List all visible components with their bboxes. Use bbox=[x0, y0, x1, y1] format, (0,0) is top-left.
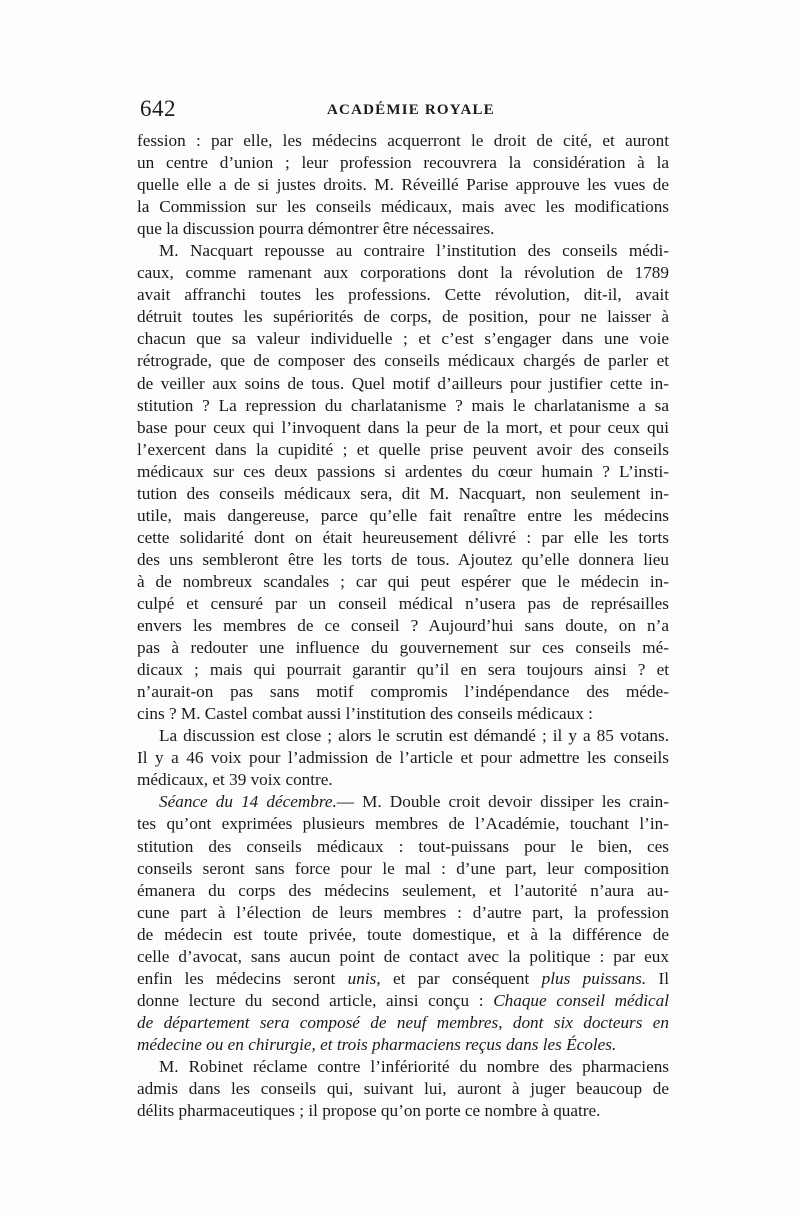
italic-text: de département sera composé de neuf membres, dont six docteurs en bbox=[137, 1012, 669, 1032]
text-line bbox=[137, 549, 669, 571]
text-segment: Il bbox=[646, 968, 669, 988]
text-line bbox=[137, 990, 669, 1012]
text-segment: médicaux sur ces deux passions si ardentes du cœur humain ? L’insti- bbox=[137, 461, 669, 481]
text-line bbox=[137, 527, 669, 549]
text-segment: un centre d’union ; leur profession recouvrera la considération à la bbox=[137, 153, 669, 173]
body-text bbox=[137, 130, 669, 1122]
running-head: ACADÉMIE ROYALE bbox=[327, 102, 495, 118]
text-segment: tes qu’ont exprimées plusieurs membres de l’Académie, touchant l’in- bbox=[137, 814, 669, 834]
text-segment: culpé et censuré par un conseil médical n’usera pas de représailles bbox=[137, 593, 669, 613]
text-line bbox=[137, 946, 669, 968]
text-line bbox=[137, 461, 669, 483]
text-segment: que la discussion pourra démontrer être nécessaires. bbox=[137, 219, 495, 239]
text-segment: La discussion est close ; alors le scrutin est démandé ; il y a 85 votans. bbox=[159, 726, 669, 746]
text-line bbox=[137, 439, 669, 461]
text-segment: délits pharmaceutiques ; il propose qu’on porte ce nombre à quatre. bbox=[137, 1101, 601, 1121]
text-segment: conseils seront sans force pour le mal : d’une part, leur composition bbox=[137, 858, 669, 878]
italic-text: médecine ou en chirurgie, et trois pharmaciens reçus dans les Écoles. bbox=[137, 1034, 617, 1054]
text-segment: cette solidarité dont on était heureusement délivré : par elle les torts bbox=[137, 527, 669, 547]
text-segment: base pour ceux qui l’invoquent dans la peur de la mort, et pour ceux qui bbox=[137, 417, 669, 437]
text-segment: , et par conséquent bbox=[376, 968, 542, 988]
text-line bbox=[137, 262, 669, 284]
text-segment: donne lecture du second article, ainsi conçu : bbox=[137, 990, 494, 1010]
text-segment: médicaux, et 39 voix contre. bbox=[137, 770, 333, 790]
text-line bbox=[137, 924, 669, 946]
text-segment: fession : par elle, les médecins acquerront le droit de cité, et auront bbox=[137, 131, 669, 150]
italic-text: Séance du 14 décembre. bbox=[159, 792, 337, 812]
text-line bbox=[137, 1078, 669, 1100]
text-segment: détruit toutes les supériorités de corps, de position, pour ne laisser à bbox=[137, 307, 669, 327]
text-line bbox=[137, 284, 669, 306]
text-line bbox=[137, 836, 669, 858]
text-line bbox=[137, 637, 669, 659]
text-segment: la Commission sur les conseils médicaux, mais avec les modifications bbox=[137, 197, 669, 217]
text-line bbox=[137, 1034, 669, 1056]
italic-text: Chaque conseil médical bbox=[493, 990, 669, 1010]
text-line bbox=[137, 306, 669, 328]
page-number: 642 bbox=[140, 96, 176, 121]
text-line bbox=[137, 858, 669, 880]
text-line bbox=[137, 240, 669, 262]
text-line bbox=[137, 571, 669, 593]
text-segment: admis dans les conseils qui, suivant lui, auront à juger beaucoup de bbox=[137, 1079, 669, 1099]
text-segment: envers les membres de ce conseil ? Aujourd’hui sans doute, on n’a bbox=[137, 616, 669, 636]
text-line bbox=[137, 196, 669, 218]
text-segment: enfin les médecins seront bbox=[137, 968, 348, 988]
text-segment: chacun que sa valeur individuelle ; et c’est s’engager dans une voie bbox=[137, 329, 669, 349]
italic-text: unis bbox=[347, 968, 377, 988]
text-line bbox=[137, 130, 669, 152]
text-line bbox=[137, 791, 669, 813]
text-line bbox=[137, 174, 669, 196]
text-segment: Il y a 46 voix pour l’admission de l’article et pour admettre les conseils bbox=[137, 748, 669, 768]
text-line bbox=[137, 483, 669, 505]
text-line bbox=[137, 218, 669, 240]
text-line bbox=[137, 1012, 669, 1034]
text-line bbox=[137, 593, 669, 615]
text-segment: stitution des conseils médicaux : tout-puissans pour le bien, ces bbox=[137, 836, 669, 856]
text-segment: quelle elle a de si justes droits. M. Réveillé Parise approuve les vues de bbox=[137, 175, 669, 195]
text-segment: celle d’avocat, sans aucun point de contact avec la politique : par eux bbox=[137, 946, 669, 966]
text-line bbox=[137, 350, 669, 372]
text-line bbox=[137, 880, 669, 902]
text-line bbox=[137, 373, 669, 395]
text-segment: n’aurait-on pas sans motif compromis l’indépendance des méde- bbox=[137, 682, 669, 702]
text-segment: avait affranchi toutes les professions. Cette révolution, dit-il, avait bbox=[137, 285, 669, 305]
text-line bbox=[137, 659, 669, 681]
text-segment: cune part à l’élection de leurs membres : d’autre part, la profession bbox=[137, 902, 669, 922]
text-segment: rétrograde, que de composer des conseils médicaux chargés de parler et bbox=[137, 351, 669, 371]
text-line bbox=[137, 505, 669, 527]
text-segment: M. Robinet réclame contre l’infériorité du nombre des pharmaciens bbox=[159, 1056, 669, 1076]
text-line bbox=[137, 417, 669, 439]
text-segment: de veiller aux soins de tous. Quel motif d’ailleurs pour justifier cette in- bbox=[137, 373, 669, 393]
text-line bbox=[137, 769, 669, 791]
text-segment: — M. Double croit devoir dissiper les crain- bbox=[336, 792, 669, 812]
text-segment: cins ? M. Castel combat aussi l’institution des conseils médicaux : bbox=[137, 704, 593, 724]
text-line bbox=[137, 813, 669, 835]
text-segment: dicaux ; mais qui pourrait garantir qu’il en sera toujours ainsi ? et bbox=[137, 660, 669, 680]
italic-text: plus puissans. bbox=[541, 968, 647, 988]
text-line bbox=[137, 968, 669, 990]
text-segment: M. Nacquart repousse au contraire l’institution des conseils médi- bbox=[159, 241, 669, 261]
text-line bbox=[137, 328, 669, 350]
text-segment: à de nombreux scandales ; car qui peut espérer que le médecin in- bbox=[137, 571, 669, 591]
text-line bbox=[137, 703, 669, 725]
text-line bbox=[137, 681, 669, 703]
text-line bbox=[137, 725, 669, 747]
text-segment: de médecin est toute privée, toute domestique, et à la différence de bbox=[137, 924, 669, 944]
text-line bbox=[137, 902, 669, 924]
text-line bbox=[137, 1100, 669, 1122]
text-segment: caux, comme ramenant aux corporations dont la révolution de 1789 bbox=[137, 263, 669, 283]
text-segment: utile, mais dangereuse, parce qu’elle fait renaître entre les médecins bbox=[137, 505, 669, 525]
text-segment: l’exercent dans la cupidité ; et quelle prise peuvent avoir des conseils bbox=[137, 439, 669, 459]
page-header bbox=[140, 96, 665, 126]
text-segment: des uns sembleront être les torts de tous. Ajoutez qu’elle donnera lieu bbox=[137, 549, 669, 569]
text-segment: stitution ? La repression du charlatanisme ? mais le charlatanisme a sa bbox=[137, 395, 669, 415]
text-line bbox=[137, 152, 669, 174]
text-segment: émanera du corps des médecins seulement, et l’autorité n’aura au- bbox=[137, 880, 669, 900]
text-segment: pas à redouter une influence du gouvernement sur ces conseils mé- bbox=[137, 638, 669, 658]
text-line bbox=[137, 615, 669, 637]
text-line bbox=[137, 395, 669, 417]
text-line bbox=[137, 1056, 669, 1078]
text-segment: tution des conseils médicaux sera, dit M. Nacquart, non seulement in- bbox=[137, 483, 669, 503]
text-line bbox=[137, 747, 669, 769]
